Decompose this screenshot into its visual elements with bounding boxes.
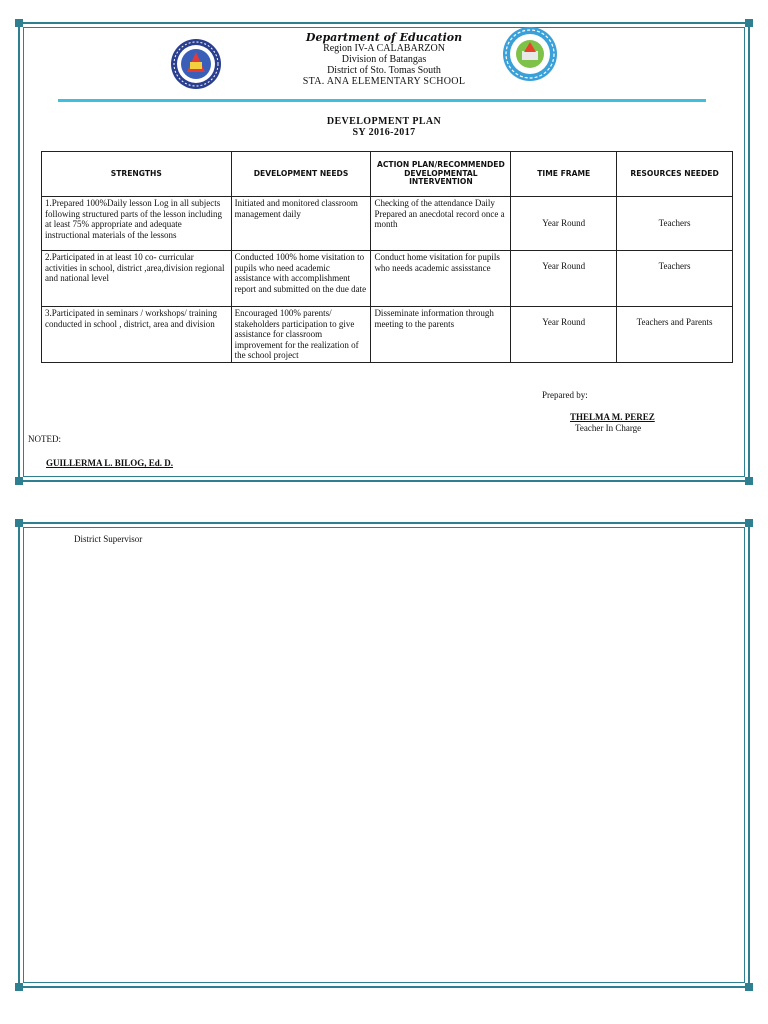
preparer-name: THELMA M. PEREZ xyxy=(570,412,655,422)
letterhead xyxy=(20,32,748,87)
corner-ornament xyxy=(745,19,753,27)
table-row xyxy=(42,197,733,251)
timeframe-cell: Year Round xyxy=(511,251,617,307)
division-name: Division of Batangas xyxy=(341,54,427,65)
noted-label: NOTED: xyxy=(28,434,61,444)
resources-cell: Teachers and Parents xyxy=(617,307,733,363)
development-plan-table xyxy=(41,151,733,363)
needs-cell: Conducted 100% home visitation to pupils who need academic assistance with accomplishment report and submitted on the due date xyxy=(231,251,371,307)
action-cell: Conduct home visitation for pupils who needs academic assisstance xyxy=(371,251,511,307)
timeframe-cell: Year Round xyxy=(511,197,617,251)
school-name: STA. ANA ELEMENTARY SCHOOL xyxy=(302,76,466,87)
column-header: DEVELOPMENT NEEDS xyxy=(231,152,371,197)
corner-ornament xyxy=(15,477,23,485)
timeframe-cell: Year Round xyxy=(511,307,617,363)
corner-ornament xyxy=(745,983,753,991)
needs-cell: Initiated and monitored classroom management daily xyxy=(231,197,371,251)
noter-name: GUILLERMA L. BILOG, Ed. D. xyxy=(46,458,174,468)
column-header: ACTION PLAN/RECOMMENDED DEVELOPMENTAL INTERVENTION xyxy=(371,152,511,197)
table-header-row xyxy=(42,152,733,197)
resources-cell: Teachers xyxy=(617,251,733,307)
resources-cell: Teachers xyxy=(617,197,733,251)
column-header: STRENGTHS xyxy=(42,152,232,197)
district-name: District of Sto. Tomas South xyxy=(327,65,441,76)
strength-cell: 3.Participated in seminars / workshops/ training conducted in school , district, area and division xyxy=(42,307,232,363)
strength-cell: 1.Prepared 100%Daily lesson Log in all subjects following structured parts of the lesson including at least 75% appropriate and adequate instructional materials of the lessons xyxy=(42,197,232,251)
department-name: Department of Education xyxy=(305,31,463,44)
corner-ornament xyxy=(745,477,753,485)
table-row xyxy=(42,307,733,363)
needs-cell: Encouraged 100% parents/ stakeholders participation to give assistance for classroom improvement for the realization of the school project xyxy=(231,307,371,363)
action-cell: Checking of the attendance Daily Prepared an anecdotal record once a month xyxy=(371,197,511,251)
corner-ornament xyxy=(15,19,23,27)
column-header: TIME FRAME xyxy=(511,152,617,197)
region-name: Region IV-A CALABARZON xyxy=(323,43,445,54)
page-one xyxy=(18,22,750,482)
prepared-by-label: Prepared by: xyxy=(542,390,588,400)
corner-ornament xyxy=(15,519,23,527)
corner-ornament xyxy=(745,519,753,527)
document-title xyxy=(20,116,748,138)
strength-cell: 2.Participated in at least 10 co- curricular activities in school, district ,area,division regional and national level xyxy=(42,251,232,307)
corner-ornament xyxy=(15,983,23,991)
header-divider xyxy=(58,99,706,102)
action-cell: Disseminate information through meeting to the parents xyxy=(371,307,511,363)
preparer-title: Teacher In Charge xyxy=(575,423,642,433)
noter-title: District Supervisor xyxy=(74,534,143,544)
page-two xyxy=(18,522,750,988)
school-year: SY 2016-2017 xyxy=(352,127,416,138)
column-header: RESOURCES NEEDED xyxy=(617,152,733,197)
table-row xyxy=(42,251,733,307)
title-line: DEVELOPMENT PLAN xyxy=(326,116,442,127)
